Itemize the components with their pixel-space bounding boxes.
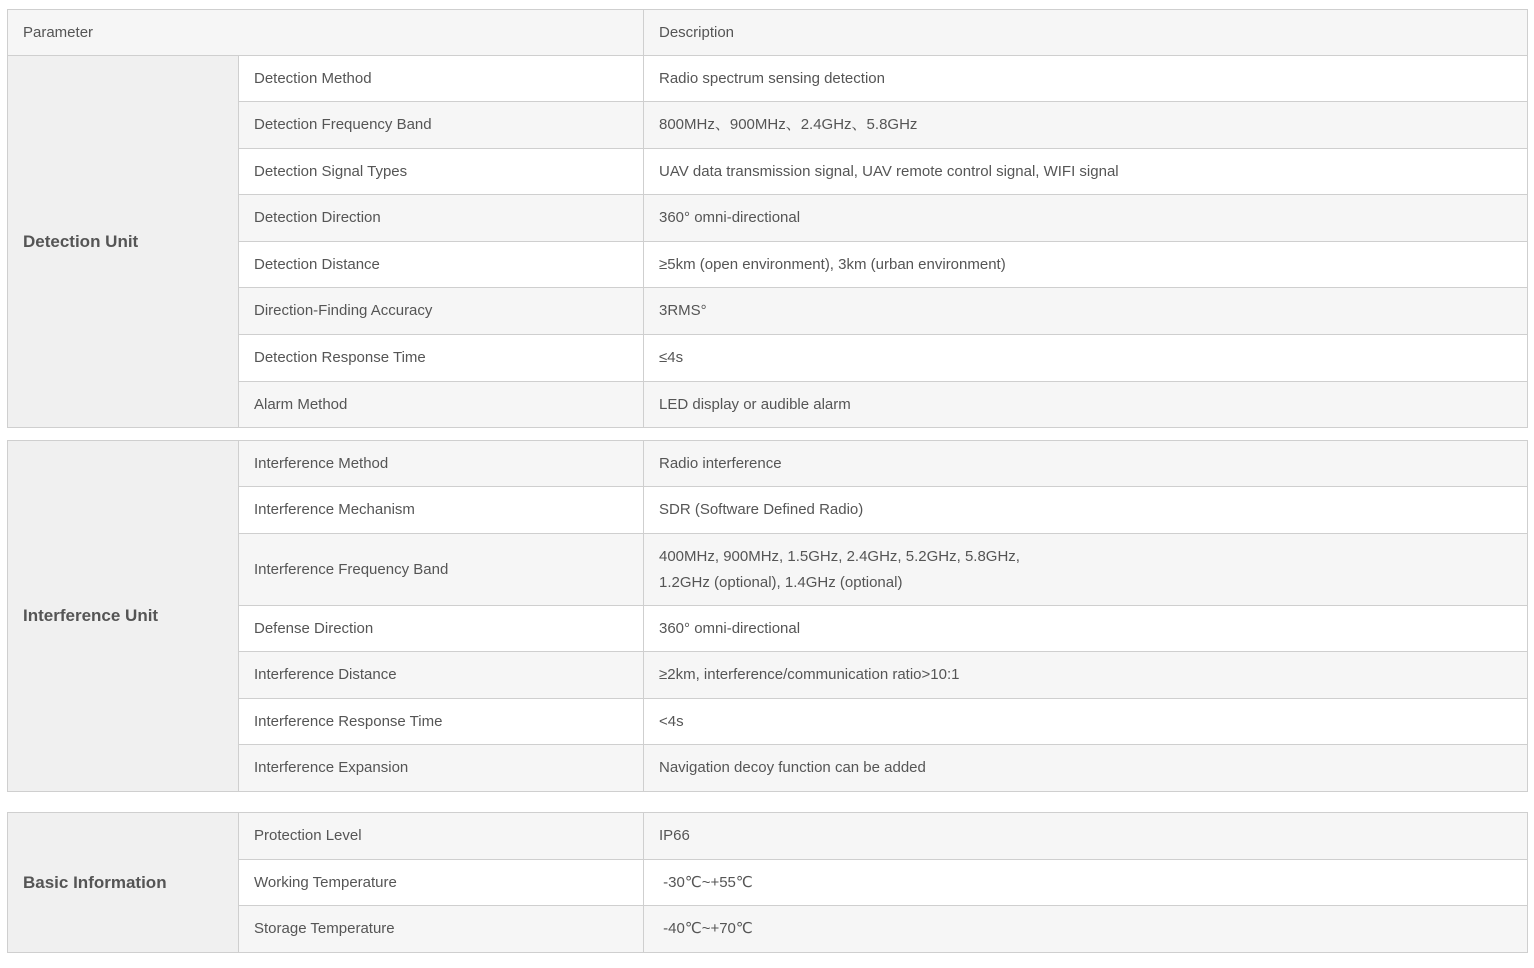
table-spacer <box>7 428 1527 440</box>
desc-cell: ≥5km (open environment), 3km (urban environment) <box>644 242 1528 288</box>
basic-information-table <box>7 812 1528 953</box>
param-cell: Interference Method <box>239 441 644 487</box>
table-spacer <box>7 792 1527 812</box>
group-label-detection-unit: Detection Unit <box>8 56 239 428</box>
desc-cell: 360° omni-directional <box>644 195 1528 242</box>
interference-unit-table <box>7 440 1528 792</box>
param-cell: Detection Signal Types <box>239 149 644 195</box>
header-description: Description <box>644 10 1528 56</box>
param-cell: Detection Response Time <box>239 335 644 382</box>
desc-cell: UAV data transmission signal, UAV remote control signal, WIFI signal <box>644 149 1528 195</box>
desc-cell: ≤4s <box>644 335 1528 382</box>
desc-cell: Radio spectrum sensing detection <box>644 56 1528 102</box>
table-header-row <box>8 10 1528 56</box>
desc-cell: IP66 <box>644 813 1528 860</box>
param-cell: Interference Frequency Band <box>239 534 644 606</box>
desc-cell: Radio interference <box>644 441 1528 487</box>
param-cell: Interference Distance <box>239 652 644 699</box>
param-cell: Detection Frequency Band <box>239 102 644 149</box>
param-cell: Defense Direction <box>239 606 644 652</box>
desc-cell-multiline <box>644 534 1528 606</box>
param-cell: Detection Distance <box>239 242 644 288</box>
desc-cell: ≥2km, interference/communication ratio>10:1 <box>644 652 1528 699</box>
desc-line: 1.2GHz (optional), 1.4GHz (optional) <box>659 573 903 591</box>
param-cell: Interference Response Time <box>239 699 644 745</box>
table-row <box>8 813 1528 860</box>
desc-cell: 3RMS° <box>644 288 1528 335</box>
group-label-interference-unit: Interference Unit <box>8 441 239 792</box>
desc-cell: 800MHz、900MHz、2.4GHz、5.8GHz <box>644 102 1528 149</box>
table-row <box>8 441 1528 487</box>
desc-cell: SDR (Software Defined Radio) <box>644 487 1528 534</box>
desc-cell: <4s <box>644 699 1528 745</box>
param-cell: Interference Expansion <box>239 745 644 792</box>
desc-cell: LED display or audible alarm <box>644 382 1528 428</box>
detection-unit-table <box>7 9 1528 428</box>
table-row <box>8 56 1528 102</box>
desc-cell: Navigation decoy function can be added <box>644 745 1528 792</box>
desc-cell: -40℃~+70℃ <box>644 906 1528 953</box>
param-cell: Storage Temperature <box>239 906 644 953</box>
param-cell: Alarm Method <box>239 382 644 428</box>
spec-table-container <box>7 9 1527 953</box>
group-label-basic-information: Basic Information <box>8 813 239 953</box>
desc-line: 400MHz, 900MHz, 1.5GHz, 2.4GHz, 5.2GHz, 5.8GHz, <box>659 547 1020 565</box>
header-parameter: Parameter <box>8 10 644 56</box>
param-cell: Detection Method <box>239 56 644 102</box>
param-cell: Interference Mechanism <box>239 487 644 534</box>
param-cell: Protection Level <box>239 813 644 860</box>
param-cell: Detection Direction <box>239 195 644 242</box>
param-cell: Working Temperature <box>239 860 644 906</box>
desc-cell: 360° omni-directional <box>644 606 1528 652</box>
desc-cell: -30℃~+55℃ <box>644 860 1528 906</box>
param-cell: Direction-Finding Accuracy <box>239 288 644 335</box>
